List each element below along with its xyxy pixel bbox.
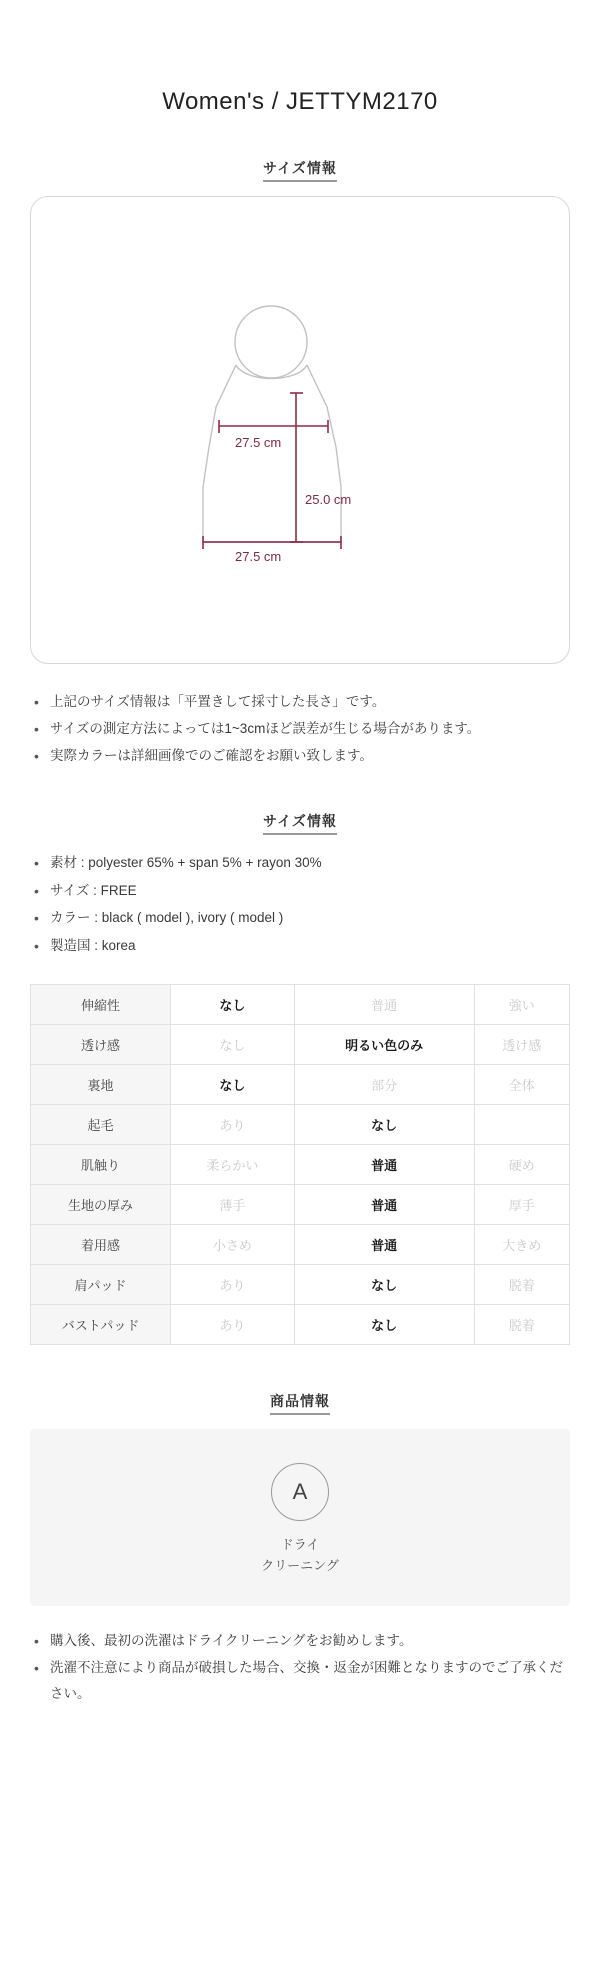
row-label: 生地の厚み [31,1184,171,1224]
list-item: • 洗濯不注意により商品が破損した場合、交換・返金が困難となりますのでご了承ください。 [30,1655,570,1708]
row-label: バストパッド [31,1304,171,1344]
list-item: • 上記のサイズ情報は「平置きして採寸した長さ」です。 [30,688,570,715]
option-cell: 普通 [294,1144,474,1184]
row-label: 肩パッド [31,1264,171,1304]
garment-diagram-svg [31,197,571,663]
dry-clean-icon [271,1463,329,1521]
row-label: 裏地 [31,1064,171,1104]
option-cell: 大きめ [474,1224,569,1264]
list-item: • 製造国 : korea [30,932,570,960]
option-cell: なし [171,1024,295,1064]
option-cell: 普通 [294,984,474,1024]
detail-section-heading [30,811,570,831]
size-section-heading-label: サイズ情報 [263,160,337,182]
dimension-label-top-width: 27.5 cm [235,435,282,451]
care-label-line1: ドライ [280,1536,320,1552]
size-diagram-container [30,196,570,664]
list-item: • サイズ : FREE [30,877,570,905]
table-row [31,1064,570,1104]
attribute-table [30,984,570,1345]
dimension-label-length: 25.0 cm [305,492,352,508]
option-cell: 硬め [474,1144,569,1184]
option-cell: 明るい色のみ [294,1024,474,1064]
option-cell: 小さめ [171,1224,295,1264]
option-cell: なし [294,1104,474,1144]
option-cell [474,1104,569,1144]
list-item: • カラー : black ( model ), ivory ( model ) [30,904,570,932]
table-row [31,1184,570,1224]
product-section-heading [30,1391,570,1411]
table-row [31,1104,570,1144]
row-label: 起毛 [31,1104,171,1144]
table-row [31,1024,570,1064]
option-cell: 薄手 [171,1184,295,1224]
option-cell: 普通 [294,1224,474,1264]
spec-list [30,849,570,960]
option-cell: 強い [474,984,569,1024]
page-title: Women's / JETTYM2170 [162,88,438,116]
table-row [31,1224,570,1264]
row-label: 伸縮性 [31,984,171,1024]
option-cell: あり [171,1304,295,1344]
row-label: 肌触り [31,1144,171,1184]
product-section-heading-label: 商品情報 [270,1393,330,1415]
option-cell: なし [171,984,295,1024]
option-cell: 全体 [474,1064,569,1104]
table-row [31,1144,570,1184]
detail-section-heading-label: サイズ情報 [263,813,337,835]
table-row [31,1304,570,1344]
table-row [31,984,570,1024]
table-row [31,1264,570,1304]
list-item: • サイズの測定方法によっては1~3cmほど誤差が生じる場合があります。 [30,715,570,742]
option-cell: なし [171,1064,295,1104]
product-notes-list [30,1628,570,1707]
option-cell: あり [171,1264,295,1304]
option-cell: 透け感 [474,1024,569,1064]
dry-clean-icon-letter: A [292,1478,308,1504]
size-section-heading [30,158,570,178]
option-cell: 脱着 [474,1304,569,1344]
option-cell: あり [171,1104,295,1144]
option-cell: なし [294,1264,474,1304]
row-label: 透け感 [31,1024,171,1064]
option-cell: 厚手 [474,1184,569,1224]
care-label [30,1535,570,1577]
list-item: • 実際カラーは詳細画像でのご確認をお願い致します。 [30,742,570,769]
option-cell: なし [294,1304,474,1344]
option-cell: 部分 [294,1064,474,1104]
option-cell: 柔らかい [171,1144,295,1184]
option-cell: 脱着 [474,1264,569,1304]
dimension-label-bottom-width: 27.5 cm [235,549,282,565]
product-detail-page [0,16,600,1987]
list-item: • 素材 : polyester 65% + span 5% + rayon 30% [30,849,570,877]
size-diagram [31,197,569,663]
row-label: 着用感 [31,1224,171,1264]
care-label-line2: クリーニング [261,1557,339,1573]
list-item: • 購入後、最初の洗濯はドライクリーニングをお勧めします。 [30,1628,570,1654]
option-cell: 普通 [294,1184,474,1224]
size-notes-list [30,688,570,769]
care-instruction-box [30,1429,570,1607]
